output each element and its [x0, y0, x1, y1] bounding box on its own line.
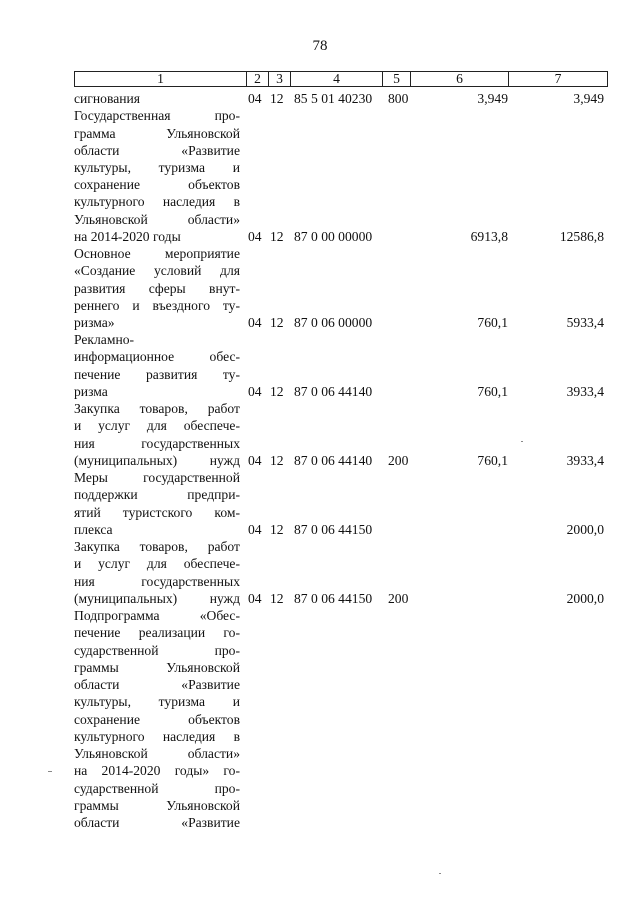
description-line: Меры государственной: [74, 470, 240, 485]
section-code: 04: [248, 229, 262, 244]
subsection-code: 12: [270, 591, 284, 606]
amount-col-7: 3,949: [573, 91, 604, 106]
description-line: ния государственных: [74, 436, 240, 451]
page-number: 78: [312, 38, 328, 54]
description-line: сохранение объектов: [74, 712, 240, 727]
description-line: культурного наследия в: [74, 729, 240, 744]
description-line: и услуг для обеспече-: [74, 418, 240, 433]
section-code: 04: [248, 453, 262, 468]
description-line: культуры, туризма и: [74, 160, 240, 175]
description-line: Государственная про-: [74, 108, 240, 123]
description-line: и услуг для обеспече-: [74, 556, 240, 571]
scan-speck: [48, 771, 52, 772]
description-line: информационное обес-: [74, 349, 240, 364]
description-line: граммы Ульяновской: [74, 660, 240, 675]
expense-type-code: 200: [388, 591, 409, 606]
section-code: 04: [248, 315, 262, 330]
target-item-code: 87 0 06 44140: [294, 453, 373, 468]
subsection-code: 12: [270, 522, 284, 537]
amount-col-6: 6913,8: [470, 229, 508, 244]
description-line: ния государственных: [74, 574, 240, 589]
subsection-code: 12: [270, 315, 284, 330]
section-code: 04: [248, 591, 262, 606]
header-col-1: 1: [75, 72, 247, 86]
description-line: области «Развитие: [74, 677, 240, 692]
section-code: 04: [248, 91, 262, 106]
header-col-6: 6: [411, 72, 509, 86]
amount-col-6: 3,949: [477, 91, 508, 106]
description-line: Рекламно-: [74, 332, 135, 347]
amount-col-6: 760,1: [477, 453, 508, 468]
description-line: Ульяновской области»: [74, 746, 240, 761]
description-line: ризма»: [74, 315, 115, 330]
description-line: Закупка товаров, работ: [74, 401, 240, 416]
description-line: «Создание условий для: [74, 263, 240, 278]
amount-col-6: [420, 522, 508, 538]
description-line: сударственной про-: [74, 643, 240, 658]
description-line: граммы Ульяновской: [74, 798, 240, 813]
description-line: области «Развитие: [74, 815, 240, 830]
description-line: культурного наследия в: [74, 194, 240, 209]
description-line: печение реализации го-: [74, 625, 240, 640]
table-header-row: [74, 71, 608, 87]
amount-col-7: 2000,0: [566, 522, 604, 537]
description-line: Закупка товаров, работ: [74, 539, 240, 554]
description-line: на 2014-2020 годы» го-: [74, 763, 240, 778]
description-line: реннего и въездного ту-: [74, 298, 240, 313]
expense-type-code: 800: [388, 91, 409, 106]
description-line: на 2014-2020 годы: [74, 229, 181, 244]
target-item-code: 87 0 06 00000: [294, 315, 373, 330]
description-line: Ульяновской области»: [74, 212, 240, 227]
amount-col-7: 3933,4: [566, 453, 604, 468]
header-col-5: 5: [383, 72, 411, 86]
description-line: поддержки предпри-: [74, 487, 240, 502]
amount-col-7: 12586,8: [559, 229, 604, 244]
target-item-code: 87 0 00 00000: [294, 229, 373, 244]
scan-speck: [521, 441, 523, 442]
subsection-code: 12: [270, 384, 284, 399]
description-line: Основное мероприятие: [74, 246, 240, 261]
description-line: грамма Ульяновской: [74, 126, 240, 141]
description-line: Подпрограмма «Обес-: [74, 608, 240, 623]
header-col-3: 3: [269, 72, 291, 86]
section-code: 04: [248, 384, 262, 399]
description-line: (муниципальных) нужд: [74, 453, 240, 468]
subsection-code: 12: [270, 91, 284, 106]
subsection-code: 12: [270, 453, 284, 468]
description-line: культуры, туризма и: [74, 694, 240, 709]
header-col-4: 4: [291, 72, 383, 86]
amount-col-7: 3933,4: [566, 384, 604, 399]
target-item-code: 87 0 06 44140: [294, 384, 373, 399]
amount-col-7: 2000,0: [566, 591, 604, 606]
header-col-7: 7: [554, 71, 562, 86]
subsection-code: 12: [270, 229, 284, 244]
header-col-2: 2: [247, 72, 269, 86]
amount-col-6: 760,1: [477, 315, 508, 330]
description-line: плекса: [74, 522, 113, 537]
description-line: области «Развитие: [74, 143, 240, 158]
section-code: 04: [248, 522, 262, 537]
description-line: сударственной про-: [74, 781, 240, 796]
amount-col-6: 760,1: [477, 384, 508, 399]
scan-speck: [439, 873, 441, 874]
amount-col-7: 5933,4: [566, 315, 604, 330]
description-line: ятий туристского ком-: [74, 505, 240, 520]
description-line: (муниципальных) нужд: [74, 591, 240, 606]
description-line: печение развития ту-: [74, 367, 240, 382]
description-line: развития сферы внут-: [74, 281, 240, 296]
expense-type-code: 200: [388, 453, 409, 468]
target-item-code: 87 0 06 44150: [294, 591, 373, 606]
description-line: сигнования: [74, 91, 141, 106]
amount-col-6: [420, 591, 508, 607]
description-line: ризма: [74, 384, 108, 399]
target-item-code: 85 5 01 40230: [294, 91, 373, 106]
description-line: сохранение объектов: [74, 177, 240, 192]
target-item-code: 87 0 06 44150: [294, 522, 373, 537]
